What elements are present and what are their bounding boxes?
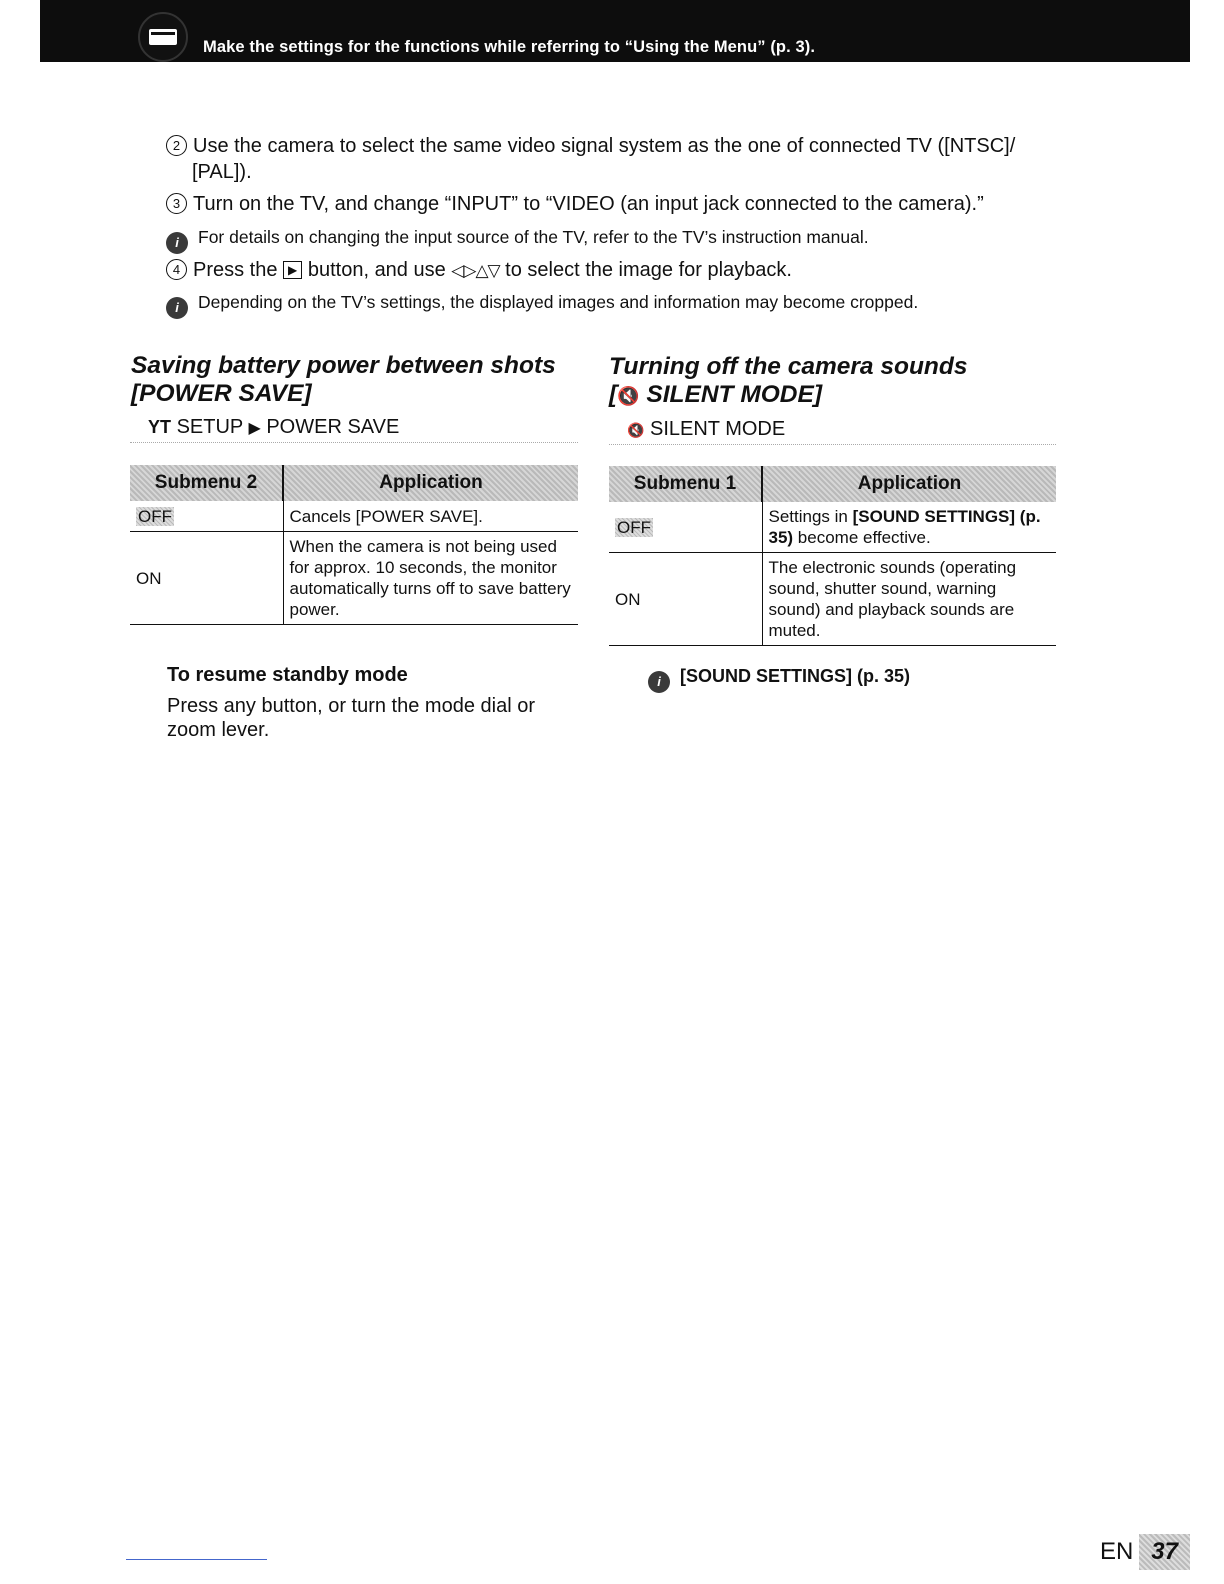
note-text: Depending on the TV’s settings, the displayed images and information may become cropped. [198,292,919,312]
column-header: Application [283,465,578,501]
step-number: 2 [166,135,187,156]
table-row [609,553,1056,646]
section-title-silent-mode [609,353,967,410]
option-desc: The electronic sounds (operating sound, shutter sound, warning sound) and playback sounds are muted. [762,553,1056,646]
step-3 [166,191,984,217]
path-power-save: POWER SAVE [266,416,400,438]
step-2 [166,133,1015,185]
page-num: 37 [1139,1534,1190,1570]
step-4 [166,257,792,284]
footer-rule [126,1559,267,1560]
title-text: SILENT MODE] [646,381,822,408]
path-arrow-icon: ▶ [248,420,261,437]
option-label: OFF [617,517,651,537]
note-cropped [166,291,918,319]
menu-icon [138,12,188,62]
speaker-mute-icon: 🔇 [627,422,645,438]
step-text: Turn on the TV, and change “INPUT” to “VIDEO (an input jack connected to the camera).” [193,193,984,215]
option-label: ON [130,532,283,625]
table-row [609,502,1056,553]
note-icon: i [166,232,188,254]
resume-title: To resume standby mode [167,664,408,686]
table-row [130,532,578,625]
language-code: EN [1099,1538,1134,1565]
desc-text: Settings in [768,507,853,526]
power-save-table [130,465,578,625]
step-text: Use the camera to select the same video signal system as the one of connected TV ([NTSC]/ [193,135,1016,157]
column-header: Application [762,466,1056,502]
resume-text: Press any button, or turn the mode dial or zoom lever. [167,695,535,741]
step-number: 3 [166,193,187,214]
page-number [1100,1534,1190,1570]
banner-text: Make the settings for the functions while referring to “Using the Menu” (p. 3). [203,38,816,56]
setup-icon: YT [148,417,172,437]
ref-text: [SOUND SETTINGS] (p. 35) [680,666,911,686]
silent-mode-table [609,466,1056,646]
column-header: Submenu 1 [609,466,762,502]
note-icon: i [166,297,188,319]
step-text: button, and use [307,259,446,281]
title-line: [POWER SAVE] [131,380,312,407]
title-line: Turning off the camera sounds [609,353,968,380]
step-text-cont: [PAL]). [192,161,252,183]
option-desc: When the camera is not being used for approx. 10 seconds, the monitor automatically turns off to save battery power. [283,532,578,625]
path-silent-mode: SILENT MODE [650,418,786,440]
path-setup: SETUP [176,416,243,438]
option-label: OFF [138,506,172,526]
section-title-power-save [131,352,556,408]
column-header: Submenu 2 [130,465,283,501]
menu-path-silent-mode [609,418,1056,445]
menu-path-power-save [130,416,578,443]
desc-bold: [SOUND SETTINGS] (p. 35) [768,507,1041,547]
speaker-mute-icon: 🔇 [617,386,640,406]
header-banner [40,0,1190,62]
note-icon: i [648,671,670,693]
step-text: to select the image for playback. [505,259,792,281]
title-bracket: [ [609,381,618,408]
title-line: Saving battery power between shots [131,352,556,379]
arrow-pad-icon: ◁▷△▽ [451,261,500,280]
option-desc [762,502,1056,553]
playback-button-icon: ▶ [283,261,302,279]
sound-settings-ref [648,666,910,693]
note-input-source [166,226,869,254]
option-label: ON [609,553,762,646]
table-row [130,501,578,532]
step-number: 4 [166,259,187,280]
title-line [609,381,967,410]
option-desc: Cancels [POWER SAVE]. [283,501,578,532]
step-text: Press the [193,259,278,281]
desc-text: become effective. [793,528,931,547]
note-text: For details on changing the input source of the TV, refer to the TV’s instruction manual. [198,227,869,247]
